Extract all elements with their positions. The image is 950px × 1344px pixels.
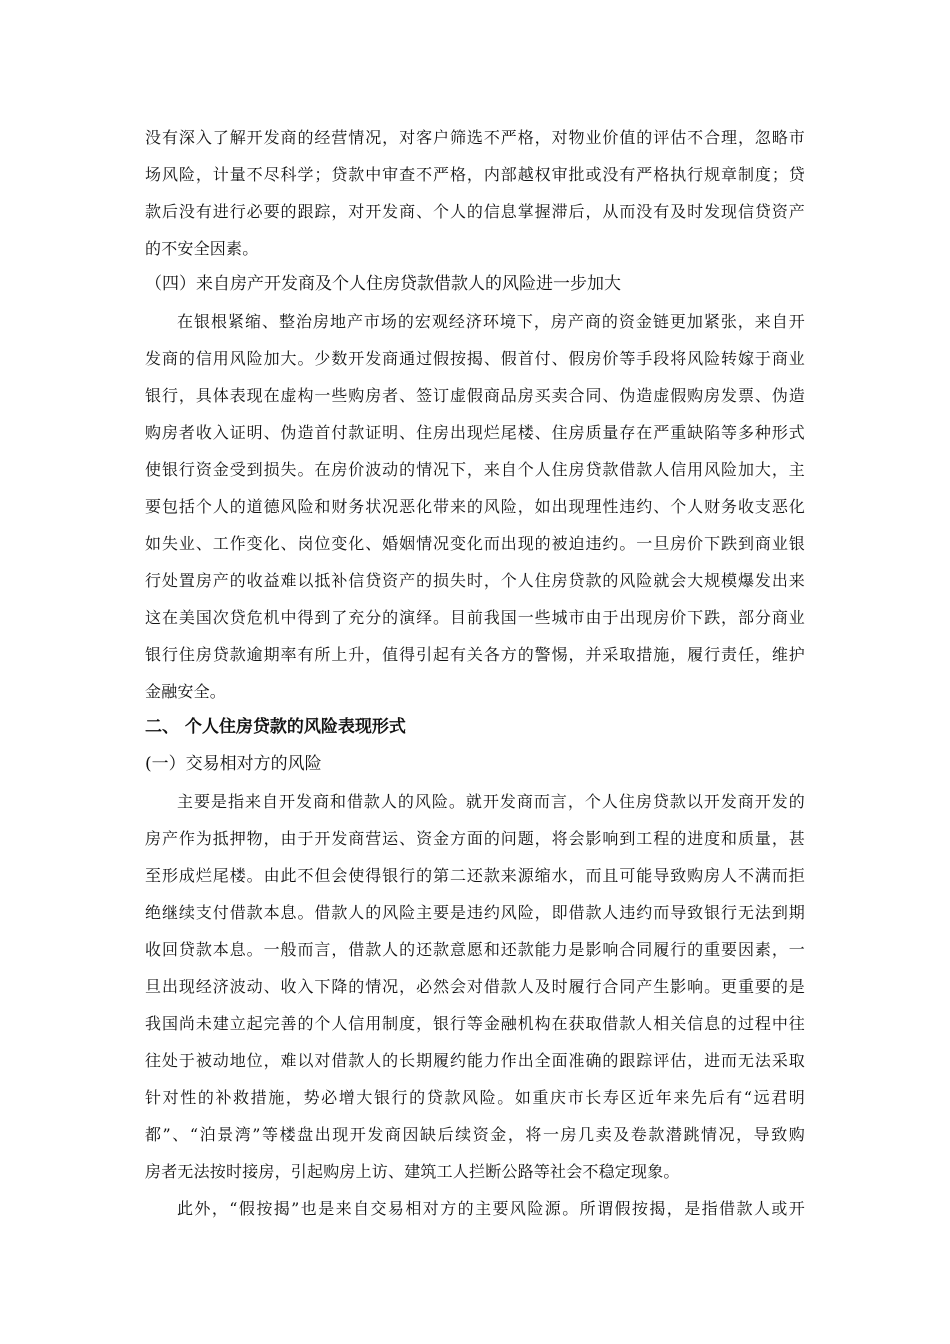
text-line: 要包括个人的道德风险和财务状况恶化带来的风险，如出现理性违约、个人财务收支恶化 — [145, 497, 805, 516]
text-line: 银行，具体表现在虚构一些购房者、签订虚假商品房买卖合同、伪造虚假购房发票、伪造 — [145, 386, 805, 405]
text-line: 银行住房贷款逾期率有所上升，值得引起有关各方的警惕，并采取措施，履行责任，维护 — [145, 645, 805, 664]
text-line: 房者无法按时接房，引起购房上访、建筑工人拦断公路等社会不稳定现象。 — [145, 1162, 680, 1181]
text-line: 针对性的补救措施，势必增大银行的贷款风险。如重庆市长寿区近年来先后有“远君明 — [145, 1088, 805, 1107]
text-line: 这在美国次贷危机中得到了充分的演绎。目前我国一些城市由于出现房价下跌，部分商业 — [145, 608, 805, 627]
text-line: 行处置房产的收益难以抵补信贷资产的损失时，个人住房贷款的风险就会大规模爆发出来 — [145, 571, 805, 590]
text-line: 没有深入了解开发商的经营情况，对客户筛选不严格，对物业价值的评估不合理，忽略市 — [145, 128, 805, 147]
text-line: 在银根紧缩、整治房地产市场的宏观经济环境下，房产商的资金链更加紧张，来自开 — [177, 312, 805, 331]
section-heading-2: 二、 个人住房贷款的风险表现形式 — [145, 717, 406, 737]
text-line: 的不安全因素。 — [145, 239, 259, 258]
text-line: 使银行资金受到损失。在房价波动的情况下，来自个人住房贷款借款人信用风险加大，主 — [145, 460, 805, 479]
text-line: 主要是指来自开发商和借款人的风险。就开发商而言，个人住房贷款以开发商开发的 — [177, 792, 805, 811]
text-line: 房产作为抵押物，由于开发商营运、资金方面的问题，将会影响到工程的进度和质量，甚 — [145, 829, 805, 848]
text-line: 如失业、工作变化、岗位变化、婚姻情况变化而出现的被迫违约。一旦房价下跌到商业银 — [145, 534, 805, 553]
text-line: 购房者收入证明、伪造首付款证明、住房出现烂尾楼、住房质量存在严重缺陷等多种形式 — [145, 423, 805, 442]
text-line: 发商的信用风险加大。少数开发商通过假按揭、假首付、假房价等手段将风险转嫁于商业 — [145, 349, 805, 368]
text-line: 都”、“泊景湾”等楼盘出现开发商因缺后续资金，将一房几卖及卷款潜跳情况，导致购 — [145, 1125, 805, 1144]
text-line: 往处于被动地位，难以对借款人的长期履约能力作出全面准确的跟踪评估，进而无法采取 — [145, 1051, 805, 1070]
text-line: 绝继续支付借款本息。借款人的风险主要是违约风险，即借款人违约而导致银行无法到期 — [145, 903, 805, 922]
text-line: 收回贷款本息。一般而言，借款人的还款意愿和还款能力是影响合同履行的重要因素，一 — [145, 940, 805, 959]
text-line: 旦出现经济波动、收入下降的情况，必然会对借款人及时履行合同产生影响。更重要的是 — [145, 977, 805, 996]
text-line: 我国尚未建立起完善的个人信用制度，银行等金融机构在获取借款人相关信息的过程中往 — [145, 1014, 805, 1033]
text-line: 此外，“假按揭”也是来自交易相对方的主要风险源。所谓假按揭，是指借款人或开 — [177, 1199, 805, 1218]
section-heading-4: （四）来自房产开发商及个人住房贷款借款人的风险进一步加大 — [145, 274, 621, 294]
text-line: 金融安全。 — [145, 682, 227, 701]
text-line: 场风险，计量不尽科学；贷款中审查不严格，内部越权审批或没有严格执行规章制度；贷 — [145, 165, 805, 184]
subsection-heading-1: (一）交易相对方的风险 — [145, 754, 322, 774]
text-line: 至形成烂尾楼。由此不但会使得银行的第二还款来源缩水，而且可能导致购房人不满而拒 — [145, 866, 805, 885]
text-line: 款后没有进行必要的跟踪，对开发商、个人的信息掌握滞后，从而没有及时发现信贷资产 — [145, 202, 805, 221]
